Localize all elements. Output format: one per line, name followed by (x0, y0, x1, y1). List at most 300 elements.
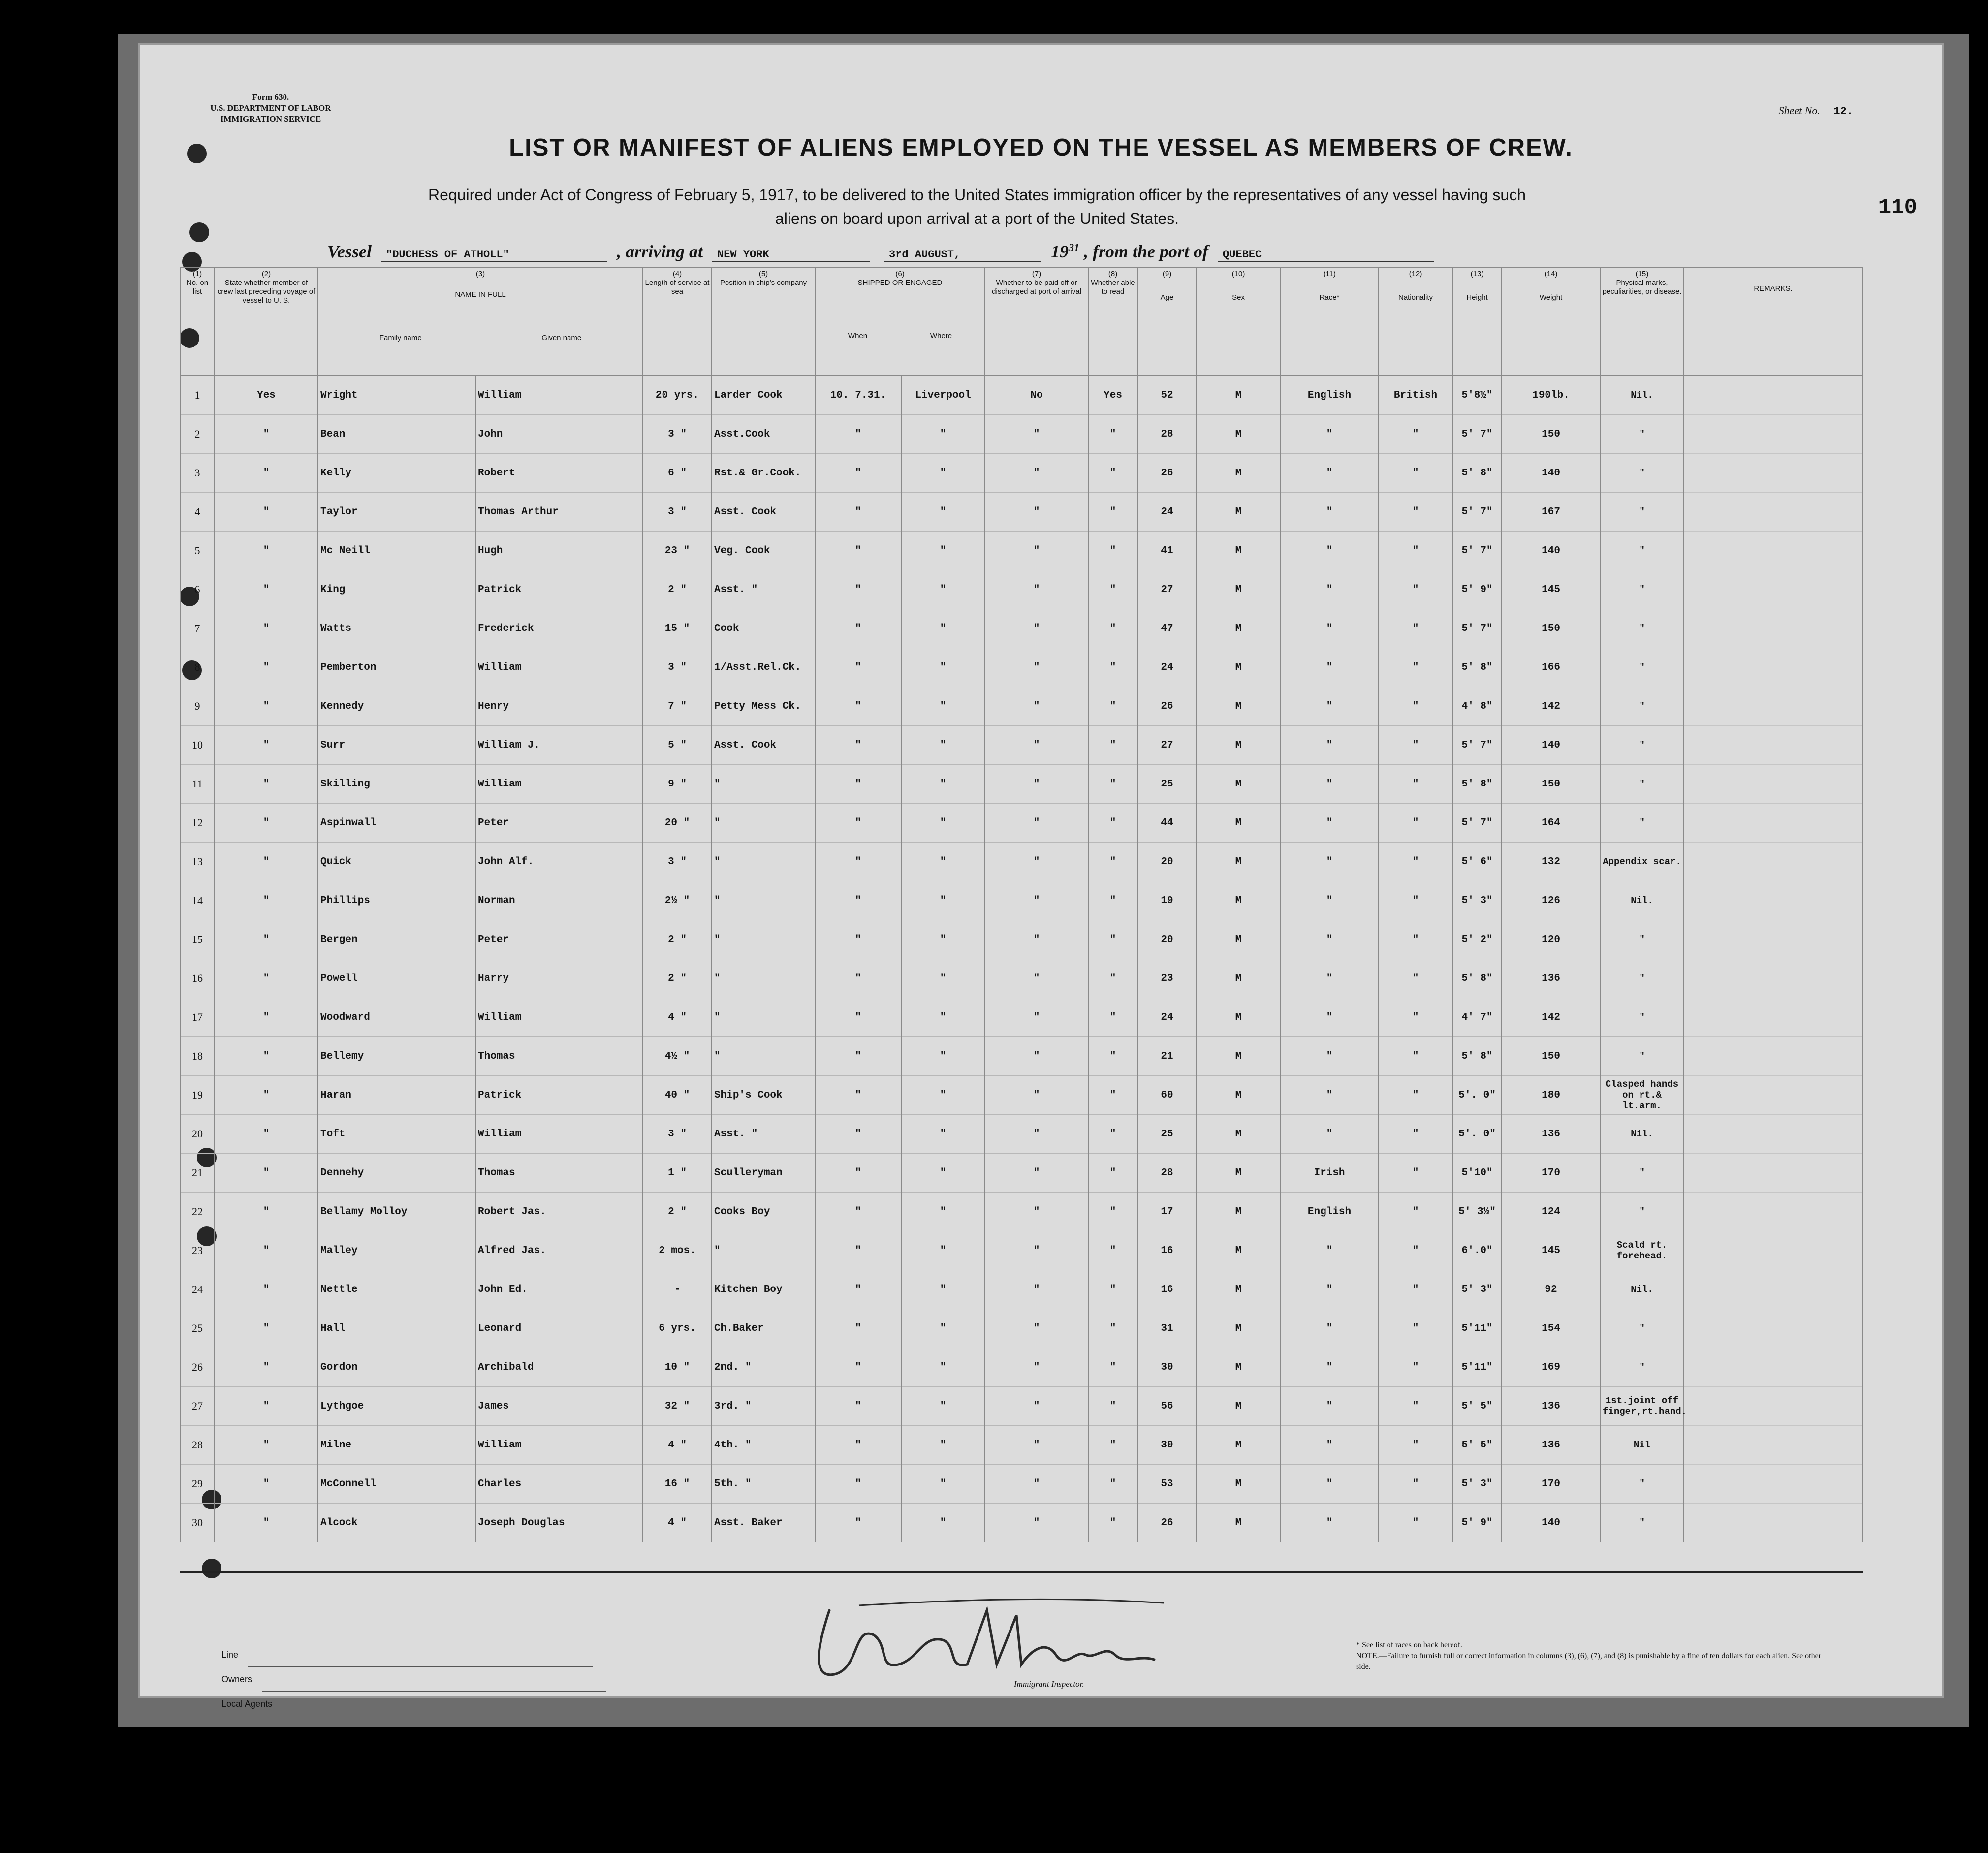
remarks-cell (1684, 1387, 1862, 1426)
able-to-read-cell: " (1088, 1465, 1137, 1504)
physical-marks-cell: " (1600, 454, 1684, 493)
position-cell: 4th. " (712, 1426, 815, 1465)
age-cell: 41 (1137, 532, 1197, 570)
shipped-where-cell: " (901, 726, 985, 765)
races-note: * See list of races on back hereof. (1356, 1641, 1462, 1649)
given-name-cell: Hugh (475, 532, 643, 570)
given-name-cell: Peter (475, 920, 643, 959)
age-cell: 23 (1137, 959, 1197, 998)
height-cell: 5'11" (1452, 1309, 1502, 1348)
sex-cell: M (1197, 376, 1280, 415)
nationality-cell: " (1379, 726, 1452, 765)
nationality-cell: " (1379, 920, 1452, 959)
family-name-cell: Gordon (318, 1348, 475, 1387)
height-cell: 5' 7" (1452, 493, 1502, 532)
weight-cell: 169 (1502, 1348, 1600, 1387)
given-name-cell: James (475, 1387, 643, 1426)
age-cell: 27 (1137, 570, 1197, 609)
row-number-cell: 7 (180, 609, 215, 648)
given-name-cell: Thomas (475, 1154, 643, 1193)
nationality-cell: " (1379, 609, 1452, 648)
shipped-when-cell: " (815, 765, 901, 804)
shipped-when-cell: " (815, 1504, 901, 1542)
remarks-cell (1684, 1426, 1862, 1465)
weight-cell: 140 (1502, 726, 1600, 765)
paid-off-cell: " (985, 959, 1088, 998)
owners-label: Owners (221, 1674, 252, 1684)
length-of-service-cell: 3 " (643, 493, 712, 532)
able-to-read-cell: " (1088, 493, 1137, 532)
position-cell: " (712, 998, 815, 1037)
age-cell: 25 (1137, 765, 1197, 804)
remarks-cell (1684, 1309, 1862, 1348)
remarks-cell (1684, 687, 1862, 726)
weight-cell: 150 (1502, 765, 1600, 804)
paid-off-cell: " (985, 493, 1088, 532)
prev-voyage-cell: " (215, 1037, 318, 1076)
form-number: Form 630. (252, 93, 289, 102)
row-number-cell: 28 (180, 1426, 215, 1465)
prev-voyage-cell: " (215, 998, 318, 1037)
crew-manifest-table (180, 267, 1863, 1542)
paid-off-cell: " (985, 1426, 1088, 1465)
given-name-cell: Henry (475, 687, 643, 726)
age-cell: 17 (1137, 1193, 1197, 1231)
col-family-name: Family name (379, 334, 422, 342)
height-cell: 5' 7" (1452, 415, 1502, 454)
prev-voyage-cell: " (215, 843, 318, 881)
able-to-read-cell: " (1088, 843, 1137, 881)
prev-voyage-cell: " (215, 648, 318, 687)
race-cell: " (1280, 959, 1379, 998)
physical-marks-cell: " (1600, 765, 1684, 804)
manifest-sheet (140, 45, 1942, 1709)
length-of-service-cell: 5 " (643, 726, 712, 765)
nationality-cell: " (1379, 1193, 1452, 1231)
col-sex: (10) Sex (1197, 267, 1280, 376)
shipped-where-cell: " (901, 454, 985, 493)
height-cell: 5' 7" (1452, 804, 1502, 843)
height-cell: 5' 8" (1452, 454, 1502, 493)
length-of-service-cell: 3 " (643, 415, 712, 454)
prev-voyage-cell: " (215, 1387, 318, 1426)
physical-marks-cell: " (1600, 726, 1684, 765)
paid-off-cell: " (985, 415, 1088, 454)
paid-off-cell: " (985, 454, 1088, 493)
prev-voyage-cell: " (215, 415, 318, 454)
given-name-cell: William J. (475, 726, 643, 765)
sex-cell: M (1197, 609, 1280, 648)
from-label: , from the port of (1084, 242, 1209, 261)
physical-marks-cell: " (1600, 570, 1684, 609)
length-of-service-cell: 32 " (643, 1387, 712, 1426)
paid-off-cell: " (985, 804, 1088, 843)
prev-voyage-cell: " (215, 804, 318, 843)
position-cell: Asst. Baker (712, 1504, 815, 1542)
shipped-where-cell: " (901, 765, 985, 804)
race-cell: " (1280, 1348, 1379, 1387)
shipped-when-cell: " (815, 1193, 901, 1231)
nationality-cell: " (1379, 1387, 1452, 1426)
nationality-cell: " (1379, 648, 1452, 687)
length-of-service-cell: 2 " (643, 920, 712, 959)
sex-cell: M (1197, 1076, 1280, 1115)
race-cell: " (1280, 454, 1379, 493)
weight-cell: 136 (1502, 959, 1600, 998)
local-agents-label: Local Agents (221, 1699, 273, 1709)
height-cell: 5' 7" (1452, 726, 1502, 765)
prev-voyage-cell: " (215, 493, 318, 532)
length-of-service-cell: 20 " (643, 804, 712, 843)
paid-off-cell: " (985, 726, 1088, 765)
paid-off-cell: " (985, 1387, 1088, 1426)
prev-voyage-cell: " (215, 881, 318, 920)
age-cell: 56 (1137, 1387, 1197, 1426)
position-cell: " (712, 804, 815, 843)
row-number-cell: 24 (180, 1270, 215, 1309)
age-cell: 30 (1137, 1426, 1197, 1465)
given-name-cell: Patrick (475, 1076, 643, 1115)
prev-voyage-cell: " (215, 1231, 318, 1270)
able-to-read-cell: " (1088, 1115, 1137, 1154)
prev-voyage-cell: " (215, 687, 318, 726)
shipped-when-cell: " (815, 1387, 901, 1426)
weight-cell: 190lb. (1502, 376, 1600, 415)
able-to-read-cell: " (1088, 1231, 1137, 1270)
physical-marks-cell: " (1600, 1309, 1684, 1348)
height-cell: 5' 9" (1452, 1504, 1502, 1542)
age-cell: 21 (1137, 1037, 1197, 1076)
form-identifier (189, 92, 352, 125)
age-cell: 47 (1137, 609, 1197, 648)
length-of-service-cell: 9 " (643, 765, 712, 804)
sex-cell: M (1197, 920, 1280, 959)
position-cell: Kitchen Boy (712, 1270, 815, 1309)
paid-off-cell: " (985, 1309, 1088, 1348)
physical-marks-cell: " (1600, 687, 1684, 726)
age-cell: 26 (1137, 454, 1197, 493)
remarks-cell (1684, 648, 1862, 687)
given-name-cell: John (475, 415, 643, 454)
shipped-when-cell: " (815, 959, 901, 998)
sex-cell: M (1197, 454, 1280, 493)
sex-cell: M (1197, 959, 1280, 998)
remarks-cell (1684, 765, 1862, 804)
able-to-read-cell: " (1088, 881, 1137, 920)
family-name-cell: Dennehy (318, 1154, 475, 1193)
age-cell: 20 (1137, 843, 1197, 881)
table-row (180, 532, 1862, 570)
able-to-read-cell: " (1088, 609, 1137, 648)
position-cell: Asst. Cook (712, 493, 815, 532)
shipped-when-cell: " (815, 1115, 901, 1154)
nationality-cell: British (1379, 376, 1452, 415)
able-to-read-cell: " (1088, 1037, 1137, 1076)
shipped-where-cell: " (901, 570, 985, 609)
age-cell: 28 (1137, 415, 1197, 454)
vessel-label: Vessel (327, 242, 372, 261)
nationality-cell: " (1379, 532, 1452, 570)
length-of-service-cell: 4 " (643, 1504, 712, 1542)
height-cell: 4' 8" (1452, 687, 1502, 726)
family-name-cell: Malley (318, 1231, 475, 1270)
table-row (180, 1426, 1862, 1465)
shipped-when-cell: " (815, 532, 901, 570)
nationality-cell: " (1379, 454, 1452, 493)
prev-voyage-cell: " (215, 1465, 318, 1504)
family-name-cell: Kennedy (318, 687, 475, 726)
sex-cell: M (1197, 687, 1280, 726)
prev-voyage-cell: " (215, 1076, 318, 1115)
sex-cell: M (1197, 493, 1280, 532)
age-cell: 26 (1137, 1504, 1197, 1542)
sex-cell: M (1197, 1426, 1280, 1465)
table-row (180, 765, 1862, 804)
length-of-service-cell: 3 " (643, 1115, 712, 1154)
height-cell: 5' 9" (1452, 570, 1502, 609)
sheet-number (1779, 104, 1853, 118)
subtitle-line-2: aliens on board upon arrival at a port of the United States. (775, 210, 1179, 227)
col-given-name: Given name (541, 334, 582, 342)
row-number-cell: 29 (180, 1465, 215, 1504)
col-remarks: REMARKS. (1684, 267, 1862, 376)
given-name-cell: Alfred Jas. (475, 1231, 643, 1270)
table-row (180, 1465, 1862, 1504)
given-name-cell: Robert Jas. (475, 1193, 643, 1231)
race-cell: " (1280, 765, 1379, 804)
remarks-cell (1684, 1115, 1862, 1154)
paid-off-cell: " (985, 1037, 1088, 1076)
age-cell: 44 (1137, 804, 1197, 843)
family-name-cell: Bergen (318, 920, 475, 959)
table-row (180, 570, 1862, 609)
table-row (180, 843, 1862, 881)
race-cell: " (1280, 804, 1379, 843)
remarks-cell (1684, 1076, 1862, 1115)
race-cell: " (1280, 648, 1379, 687)
length-of-service-cell: 40 " (643, 1076, 712, 1115)
row-number-cell: 30 (180, 1504, 215, 1542)
shipped-where-cell: " (901, 493, 985, 532)
col-weight: (14) Weight (1502, 267, 1600, 376)
length-of-service-cell: 4½ " (643, 1037, 712, 1076)
able-to-read-cell: Yes (1088, 376, 1137, 415)
race-cell: " (1280, 998, 1379, 1037)
position-cell: Asst.Cook (712, 415, 815, 454)
nationality-cell: " (1379, 765, 1452, 804)
table-row (180, 1231, 1862, 1270)
shipped-where-cell: " (901, 1309, 985, 1348)
remarks-cell (1684, 1231, 1862, 1270)
inspector-signature (800, 1581, 1174, 1699)
physical-marks-cell: " (1600, 920, 1684, 959)
family-name-cell: Pemberton (318, 648, 475, 687)
remarks-cell (1684, 1504, 1862, 1542)
weight-cell: 150 (1502, 609, 1600, 648)
physical-marks-cell: 1st.joint off finger,rt.hand. (1600, 1387, 1684, 1426)
height-cell: 5' 6" (1452, 843, 1502, 881)
height-cell: 5' 8" (1452, 1037, 1502, 1076)
inspector-label: Immigrant Inspector. (1014, 1679, 1084, 1689)
shipped-when-cell: " (815, 687, 901, 726)
given-name-cell: William (475, 648, 643, 687)
weight-cell: 142 (1502, 687, 1600, 726)
table-row (180, 493, 1862, 532)
length-of-service-cell: 4 " (643, 1426, 712, 1465)
row-number-cell: 22 (180, 1193, 215, 1231)
length-of-service-cell: 23 " (643, 532, 712, 570)
shipped-when-cell: " (815, 920, 901, 959)
age-cell: 53 (1137, 1465, 1197, 1504)
table-row (180, 881, 1862, 920)
shipped-when-cell: 10. 7.31. (815, 376, 901, 415)
family-name-cell: Watts (318, 609, 475, 648)
sex-cell: M (1197, 881, 1280, 920)
paid-off-cell: " (985, 1231, 1088, 1270)
physical-marks-cell: " (1600, 1348, 1684, 1387)
nationality-cell: " (1379, 570, 1452, 609)
service: IMMIGRATION SERVICE (220, 114, 321, 124)
paid-off-cell: " (985, 1348, 1088, 1387)
nationality-cell: " (1379, 1154, 1452, 1193)
shipped-where-cell: " (901, 687, 985, 726)
given-name-cell: John Alf. (475, 843, 643, 881)
age-cell: 25 (1137, 1115, 1197, 1154)
row-number-cell: 14 (180, 881, 215, 920)
position-cell: Cook (712, 609, 815, 648)
from-port: QUEBEC (1218, 249, 1434, 262)
race-cell: " (1280, 1387, 1379, 1426)
position-cell: 2nd. " (712, 1348, 815, 1387)
shipped-when-cell: " (815, 1037, 901, 1076)
race-cell: " (1280, 920, 1379, 959)
weight-cell: 154 (1502, 1309, 1600, 1348)
shipped-where-cell: " (901, 998, 985, 1037)
sex-cell: M (1197, 843, 1280, 881)
prev-voyage-cell: " (215, 570, 318, 609)
race-cell: " (1280, 493, 1379, 532)
able-to-read-cell: " (1088, 1426, 1137, 1465)
prev-voyage-cell: " (215, 609, 318, 648)
col-height: (13) Height (1452, 267, 1502, 376)
given-name-cell: Harry (475, 959, 643, 998)
col-shipped: (6) SHIPPED OR ENGAGED When Where (815, 267, 985, 376)
remarks-cell (1684, 1193, 1862, 1231)
age-cell: 24 (1137, 493, 1197, 532)
race-cell: " (1280, 726, 1379, 765)
row-number-cell: 21 (180, 1154, 215, 1193)
race-cell: Irish (1280, 1154, 1379, 1193)
vessel-name: "DUCHESS OF ATHOLL" (381, 249, 607, 262)
age-cell: 31 (1137, 1309, 1197, 1348)
shipped-when-cell: " (815, 1465, 901, 1504)
punch-hole (189, 222, 209, 242)
race-cell: " (1280, 1076, 1379, 1115)
height-cell: 5'11" (1452, 1348, 1502, 1387)
age-cell: 16 (1137, 1270, 1197, 1309)
row-number-cell: 19 (180, 1076, 215, 1115)
height-cell: 5' 5" (1452, 1426, 1502, 1465)
position-cell: Rst.& Gr.Cook. (712, 454, 815, 493)
paid-off-cell: " (985, 570, 1088, 609)
shipped-when-cell: " (815, 1348, 901, 1387)
nationality-cell: " (1379, 881, 1452, 920)
shipped-where-cell: " (901, 843, 985, 881)
table-row (180, 804, 1862, 843)
family-name-cell: McConnell (318, 1465, 475, 1504)
remarks-cell (1684, 532, 1862, 570)
prev-voyage-cell: " (215, 765, 318, 804)
family-name-cell: Quick (318, 843, 475, 881)
length-of-service-cell: 6 " (643, 454, 712, 493)
remarks-cell (1684, 920, 1862, 959)
height-cell: 5' 8" (1452, 648, 1502, 687)
row-number-cell: 15 (180, 920, 215, 959)
age-cell: 26 (1137, 687, 1197, 726)
col-position: (5) Position in ship's company (712, 267, 815, 376)
given-name-cell: Charles (475, 1465, 643, 1504)
family-name-cell: Taylor (318, 493, 475, 532)
age-cell: 20 (1137, 920, 1197, 959)
shipped-where-cell: " (901, 1231, 985, 1270)
race-cell: " (1280, 1504, 1379, 1542)
col-age: (9) Age (1137, 267, 1197, 376)
race-cell: " (1280, 1231, 1379, 1270)
able-to-read-cell: " (1088, 648, 1137, 687)
nationality-cell: " (1379, 804, 1452, 843)
prev-voyage-cell: " (215, 1426, 318, 1465)
weight-cell: 126 (1502, 881, 1600, 920)
paid-off-cell: " (985, 1076, 1088, 1115)
weight-cell: 166 (1502, 648, 1600, 687)
sex-cell: M (1197, 1115, 1280, 1154)
table-row (180, 1309, 1862, 1348)
shipped-where-cell: " (901, 881, 985, 920)
paid-off-cell: " (985, 881, 1088, 920)
arrival-date: 3rd AUGUST, (884, 249, 1041, 262)
nationality-cell: " (1379, 687, 1452, 726)
weight-cell: 140 (1502, 532, 1600, 570)
col-paid-off: (7) Whether to be paid off or discharged at port of arrival (985, 267, 1088, 376)
given-name-cell: John Ed. (475, 1270, 643, 1309)
height-cell: 5' 7" (1452, 609, 1502, 648)
weight-cell: 145 (1502, 1231, 1600, 1270)
length-of-service-cell: 2 " (643, 570, 712, 609)
family-name-cell: Toft (318, 1115, 475, 1154)
able-to-read-cell: " (1088, 998, 1137, 1037)
race-cell: " (1280, 1426, 1379, 1465)
shipped-where-cell: " (901, 804, 985, 843)
able-to-read-cell: " (1088, 454, 1137, 493)
able-to-read-cell: " (1088, 726, 1137, 765)
family-name-cell: Phillips (318, 881, 475, 920)
able-to-read-cell: " (1088, 1309, 1137, 1348)
sex-cell: M (1197, 1348, 1280, 1387)
given-name-cell: Peter (475, 804, 643, 843)
length-of-service-cell: - (643, 1270, 712, 1309)
sex-cell: M (1197, 648, 1280, 687)
paid-off-cell: " (985, 1504, 1088, 1542)
weight-cell: 92 (1502, 1270, 1600, 1309)
given-name-cell: William (475, 765, 643, 804)
row-number-cell: 13 (180, 843, 215, 881)
length-of-service-cell: 2 " (643, 1193, 712, 1231)
prev-voyage-cell: " (215, 1115, 318, 1154)
weight-cell: 124 (1502, 1193, 1600, 1231)
family-name-cell: Surr (318, 726, 475, 765)
shipped-when-cell: " (815, 570, 901, 609)
nationality-cell: " (1379, 1426, 1452, 1465)
